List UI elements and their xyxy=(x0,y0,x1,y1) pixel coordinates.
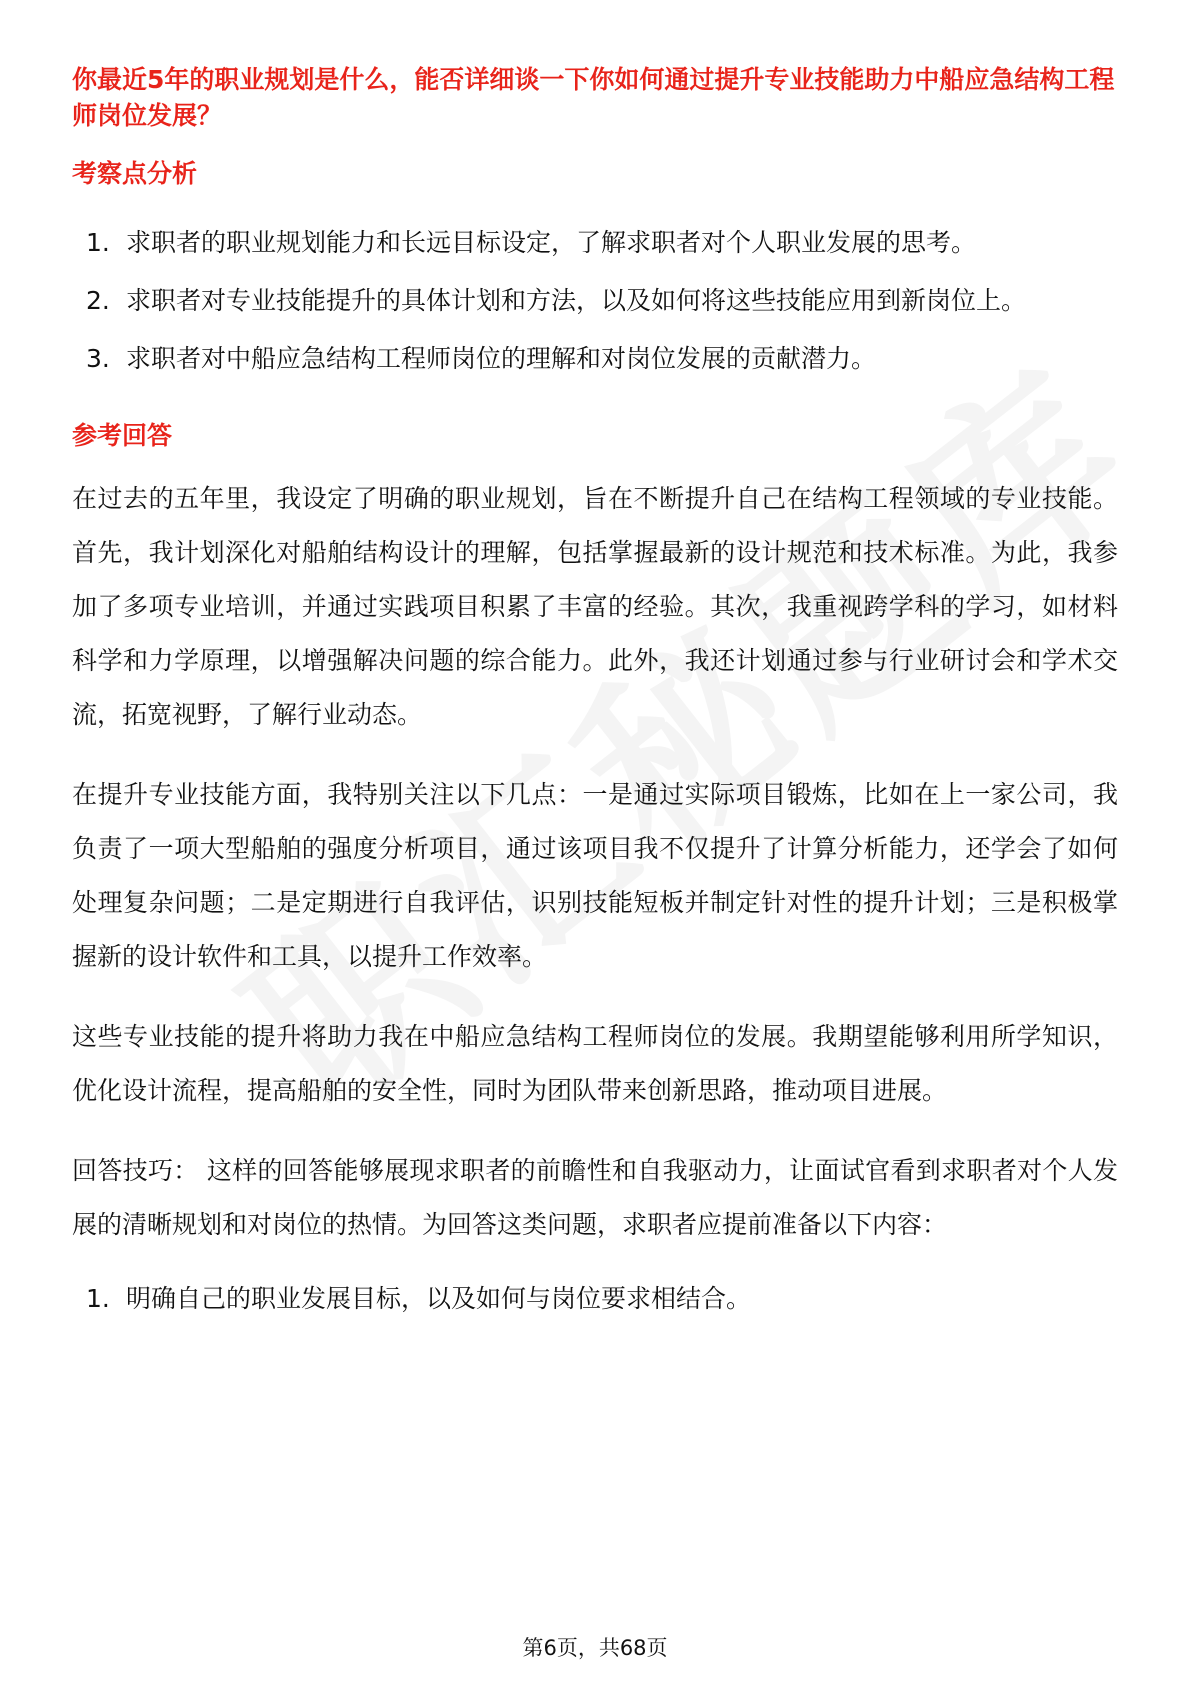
analysis-heading: 考察点分析 xyxy=(72,159,198,188)
list-item xyxy=(72,272,1118,330)
list-item-number: 3. xyxy=(86,344,110,373)
answer-paragraph: 在过去的五年里，我设定了明确的职业规划，旨在不断提升自己在结构工程领域的专业技能。首先，我计划深化对船舶结构设计的理解，包括掌握最新的设计规范和技术标准。为此，我参加了多项专业培训，并通过实践项目积累了丰富的经验。其次，我重视跨学科的学习，如材料科学和力学原理，以增强解决问题的综合能力。此外，我还计划通过参与行业研讨会和学术交流，拓宽视野，了解行业动态。 xyxy=(72,484,1118,729)
document-body xyxy=(72,62,1118,1328)
answer-tips-paragraph: 回答技巧： 这样的回答能够展现求职者的前瞻性和自我驱动力，让面试官看到求职者对个人发展的清晰规划和对岗位的热情。为回答这类问题，求职者应提前准备以下内容： xyxy=(72,1156,1118,1239)
tips-list xyxy=(72,1270,1118,1328)
list-item xyxy=(72,330,1118,388)
list-item-number: 1. xyxy=(86,228,110,257)
list-item xyxy=(72,1270,1118,1328)
list-item-text: 求职者对专业技能提升的具体计划和方法，以及如何将这些技能应用到新岗位上。 xyxy=(126,286,1027,315)
answer-heading: 参考回答 xyxy=(72,421,173,450)
list-item xyxy=(72,214,1118,272)
list-item-text: 明确自己的职业发展目标，以及如何与岗位要求相结合。 xyxy=(126,1284,752,1313)
list-item-number: 2. xyxy=(86,286,110,315)
answer-paragraph: 在提升专业技能方面，我特别关注以下几点：一是通过实际项目锻炼，比如在上一家公司，我负责了一项大型船舶的强度分析项目，通过该项目我不仅提升了计算分析能力，还学会了如何处理复杂问题；二是定期进行自我评估，识别技能短板并制定针对性的提升计划；三是积极掌握新的设计软件和工具，以提升工作效率。 xyxy=(72,780,1118,971)
answer-paragraph: 这些专业技能的提升将助力我在中船应急结构工程师岗位的发展。我期望能够利用所学知识，优化设计流程，提高船舶的安全性，同时为团队带来创新思路，推动项目进展。 xyxy=(72,1022,1118,1105)
list-item-number: 1. xyxy=(86,1284,110,1313)
page-footer: 第6页，共68页 xyxy=(522,1636,668,1660)
list-item-text: 求职者的职业规划能力和长远目标设定，了解求职者对个人职业发展的思考。 xyxy=(126,228,977,257)
list-item-text: 求职者对中船应急结构工程师岗位的理解和对岗位发展的贡献潜力。 xyxy=(126,344,877,373)
analysis-list xyxy=(72,214,1118,388)
question-title: 你最近5年的职业规划是什么，能否详细谈一下你如何通过提升专业技能助力中船应急结构工程师岗位发展？ xyxy=(72,65,1115,130)
